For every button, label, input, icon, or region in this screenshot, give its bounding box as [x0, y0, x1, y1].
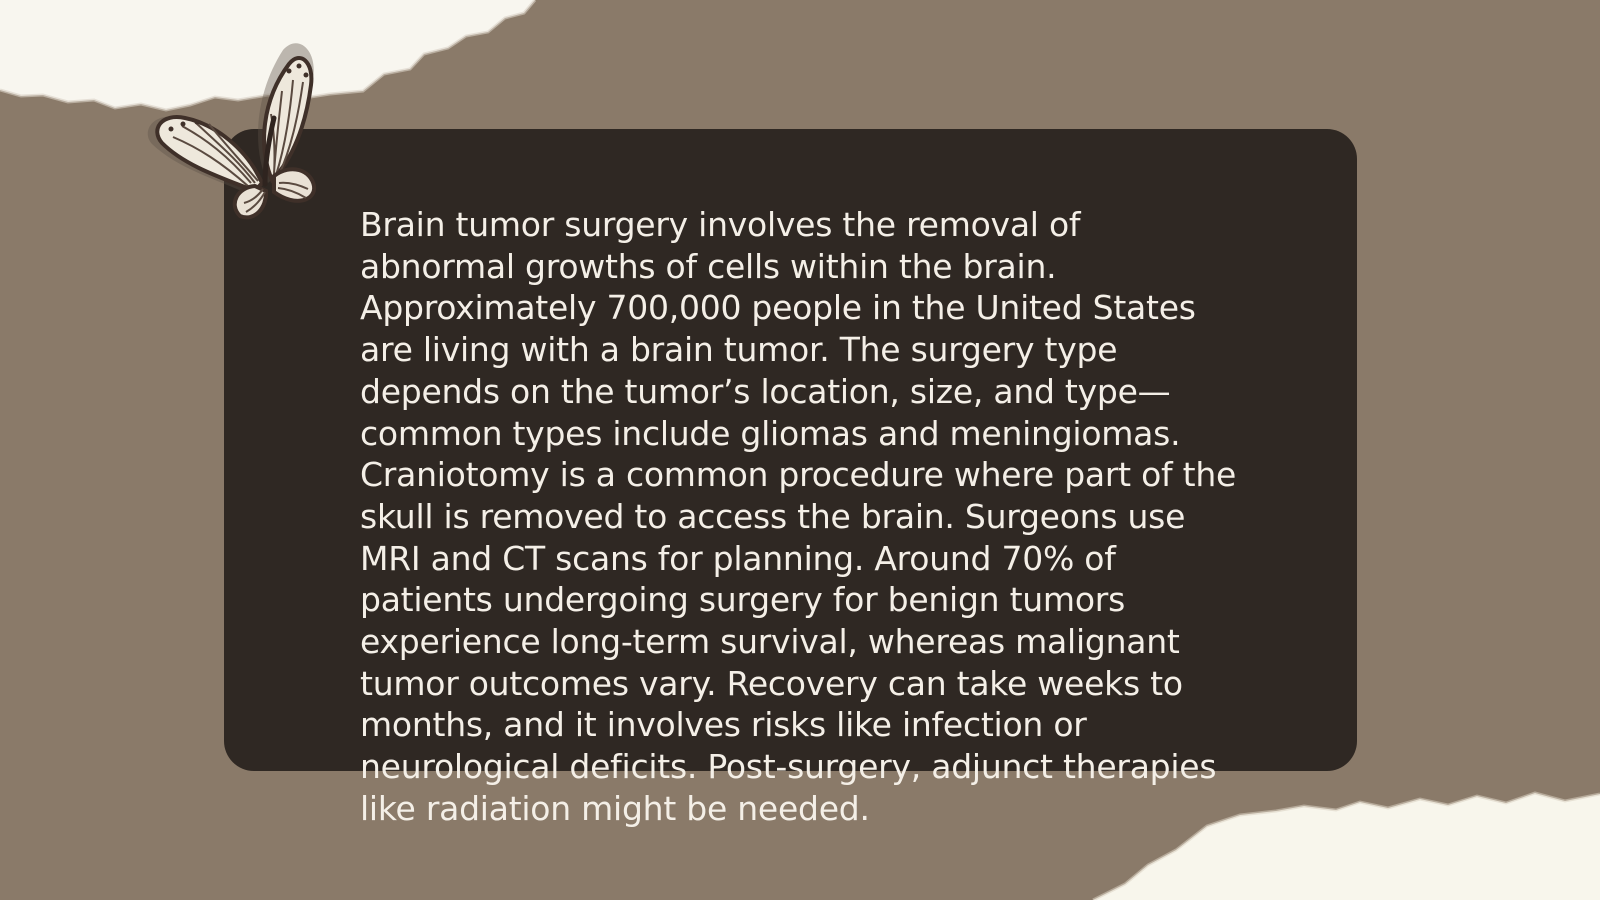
butterfly-lower-left-wing: [235, 186, 266, 217]
butterfly-lower-right-wing: [274, 169, 314, 201]
butterfly-left-wing: [157, 117, 262, 191]
brain-tumor-surgery-description: Brain tumor surgery involves the removal of abnormal growths of cells within the brain. Approximately 700,000 people in the United States are living with a brain tumor. The surgery type depends on the tumor’s location, size, and type— common types include gliomas and meningiomas. Craniotomy is a common procedure where part of the skull is removed to access the brain. Surgeons use MRI and CT scans for planning. Around 70% of patients undergoing surgery for benign tumors experience long-term survival, whereas malignant tumor outcomes vary. Recovery can take weeks to months, and it involves risks like infection or neurological deficits. Post-surgery, adjunct therapies like radiation might be needed.: [360, 205, 1237, 828]
butterfly-icon: [140, 38, 330, 228]
